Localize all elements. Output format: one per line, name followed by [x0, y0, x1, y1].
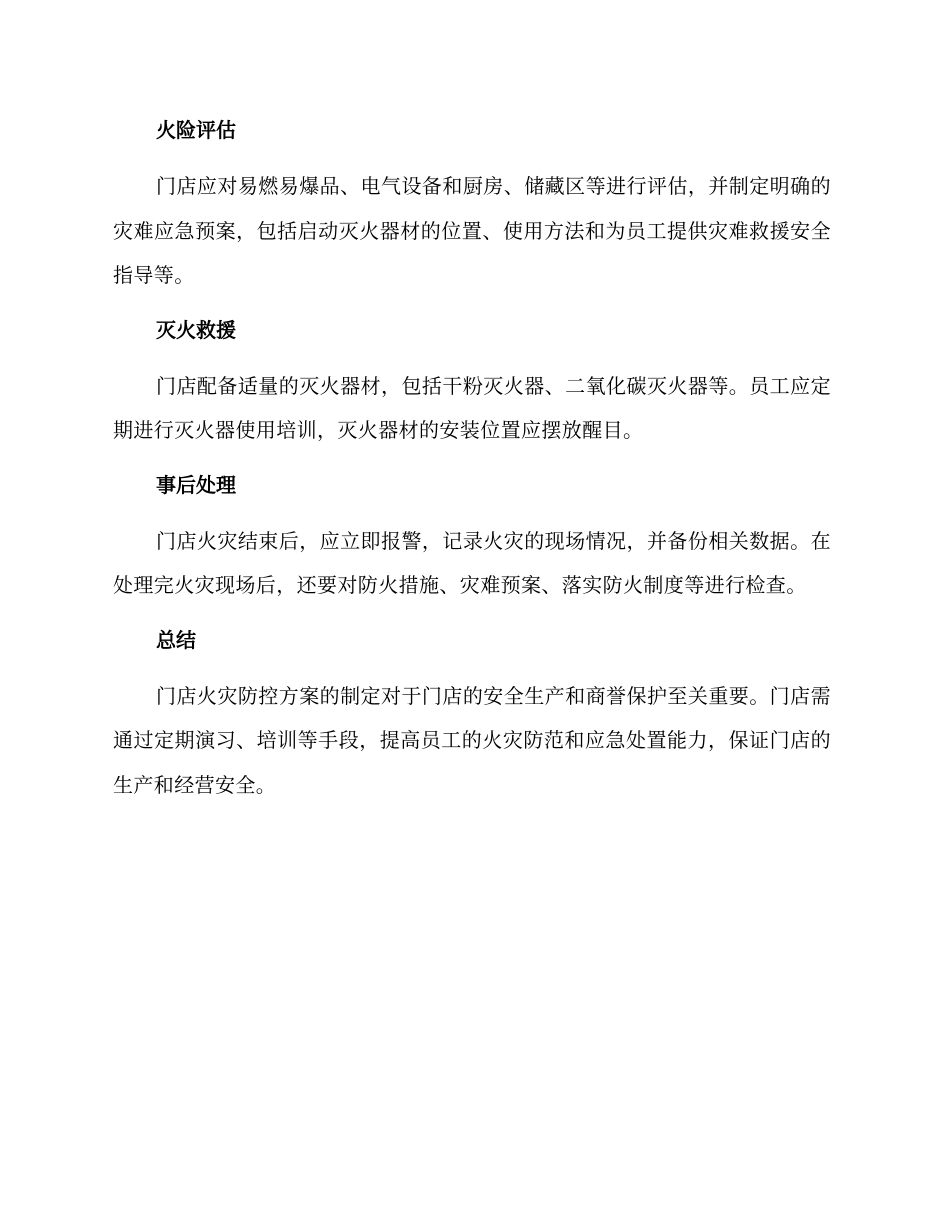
spacer [113, 656, 831, 674]
section-body-fire-rescue: 门店配备适量的灭火器材，包括干粉灭火器、二氧化碳灭火器等。员工应定期进行灭火器使用培训，灭火器材的安装位置应摆放醒目。 [113, 373, 831, 442]
spacer [113, 608, 831, 624]
section-heading-fire-rescue: 灭火救援 [156, 317, 236, 342]
section-body-fire-risk-assessment: 门店应对易燃易爆品、电气设备和厨房、储藏区等进行评估，并制定明确的灾难应急预案，包括启动灭火器材的位置、使用方法和为员工提供灾难救援安全指导等。 [113, 174, 831, 287]
section-heading-summary: 总结 [156, 627, 196, 652]
section-body-summary: 门店火灾防控方案的制定对于门店的安全生产和商誉保护至关重要。门店需通过定期演习、培训等手段，提高员工的火灾防范和应急处置能力，保证门店的生产和经营安全。 [113, 683, 831, 797]
section-heading-aftermath: 事后处理 [156, 472, 236, 497]
spacer [113, 501, 831, 519]
spacer [113, 453, 831, 469]
spacer [113, 346, 831, 364]
spacer [113, 298, 831, 314]
spacer [113, 146, 831, 164]
section-body-aftermath: 门店火灾结束后，应立即报警，记录火灾的现场情况，并备份相关数据。在处理完火灾现场后，还要对防火措施、灾难预案、落实防火制度等进行检查。 [113, 528, 831, 597]
document-content [113, 114, 831, 807]
section-heading-fire-risk-assessment: 火险评估 [156, 118, 236, 142]
